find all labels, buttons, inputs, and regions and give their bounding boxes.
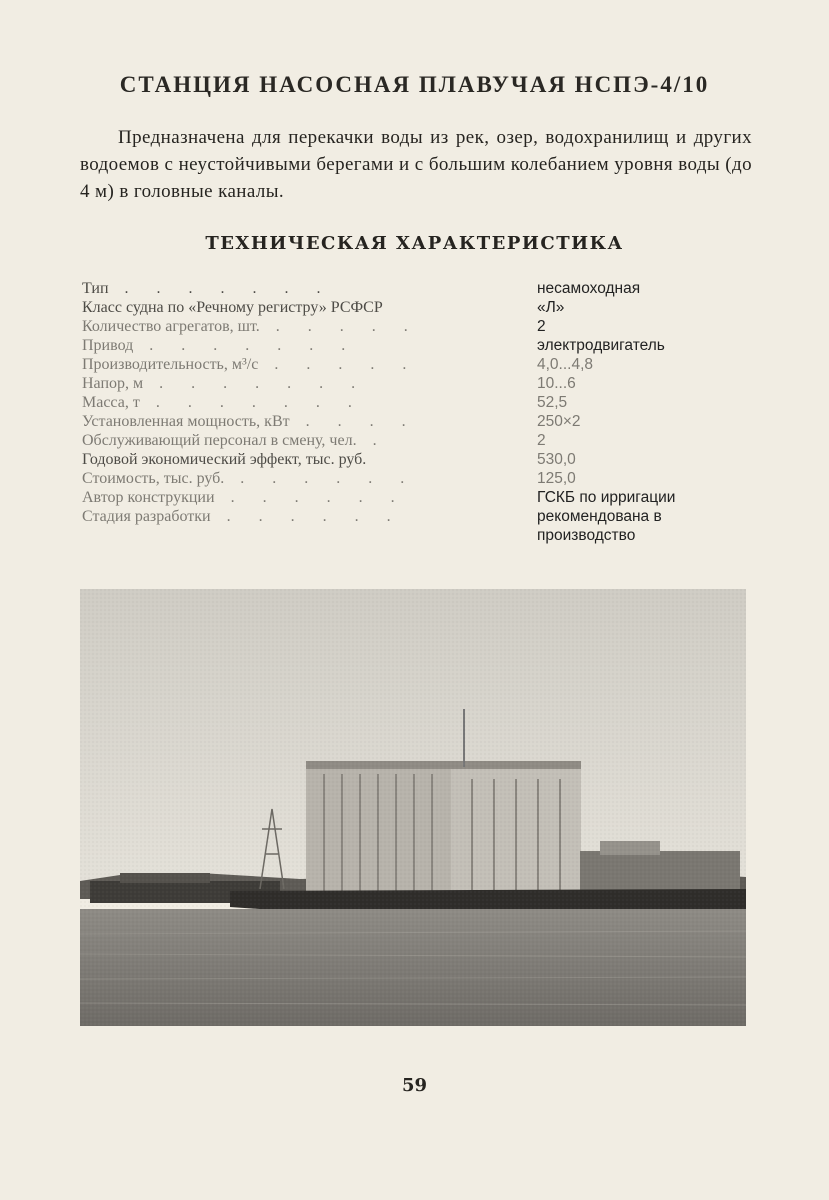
spec-row-effect xyxy=(82,450,762,469)
station-photo-image xyxy=(80,589,746,1026)
spec-value: 125,0 xyxy=(537,470,576,487)
spec-label: Привод . . . . . . . xyxy=(82,337,358,354)
spec-value: ГСКБ по ирригации xyxy=(537,489,676,506)
spec-row-author xyxy=(82,488,762,507)
spec-value: 10...6 xyxy=(537,375,576,392)
spec-row-units xyxy=(82,317,762,336)
spec-value: несамоходная xyxy=(537,280,641,297)
spec-row-stage xyxy=(82,507,762,547)
spec-row-vessel-class xyxy=(82,298,762,317)
spec-row-type xyxy=(82,279,762,298)
spec-value: 52,5 xyxy=(537,394,568,411)
section-title: ТЕХНИЧЕСКАЯ ХАРАКТЕРИСТИКА xyxy=(205,233,624,254)
spec-value: 4,0...4,8 xyxy=(537,356,594,373)
spec-value: 530,0 xyxy=(537,451,576,468)
spec-row-mass xyxy=(82,393,762,412)
spec-label: Масса, т . . . . . . . xyxy=(82,394,364,411)
spec-label: Класс судна по «Речному регистру» РСФСР xyxy=(82,299,383,316)
spec-row-power xyxy=(82,412,762,431)
spec-label: Напор, м . . . . . . . xyxy=(82,375,368,392)
page-title: СТАНЦИЯ НАСОСНАЯ ПЛАВУЧАЯ НСПЭ-4/10 xyxy=(119,72,710,97)
spec-label: Тип . . . . . . . xyxy=(82,280,333,297)
spec-label: Стадия разработки . . . . . . xyxy=(82,508,403,525)
spec-label: Автор конструкции . . . . . . xyxy=(82,489,407,506)
spec-value: электродвигатель xyxy=(537,337,665,354)
spec-row-head xyxy=(82,374,762,393)
spec-value: 250×2 xyxy=(537,413,581,430)
spec-table xyxy=(82,279,762,547)
spec-row-capacity xyxy=(82,355,762,374)
spec-label: Установленная мощность, кВт . . . . xyxy=(82,413,418,430)
spec-value: 2 xyxy=(537,318,546,335)
spec-value: «Л» xyxy=(537,299,565,316)
station-photo xyxy=(80,589,746,1026)
spec-label: Стоимость, тыс. руб. . . . . . . xyxy=(82,470,417,487)
page-number: 59 xyxy=(401,1075,428,1096)
spec-value: 2 xyxy=(537,432,546,449)
spec-label: Производительность, м³/с . . . . . xyxy=(82,356,419,373)
spec-row-drive xyxy=(82,336,762,355)
spec-label: Обслуживающий персонал в смену, чел. . xyxy=(82,432,389,449)
intro-paragraph: Предназначена для перекачки воды из рек, озер, водохранилищ и других водоемов с неустойчивыми берегами и с большим колебанием уровня воды (до 4 м) в головные каналы. xyxy=(80,127,752,202)
spec-value: рекомендована в производство xyxy=(537,508,662,544)
spec-label: Годовой экономический эффект, тыс. руб. xyxy=(82,451,367,468)
spec-label: Количество агрегатов, шт. . . . . . xyxy=(82,318,420,335)
spec-row-cost xyxy=(82,469,762,488)
spec-row-staff xyxy=(82,431,762,450)
